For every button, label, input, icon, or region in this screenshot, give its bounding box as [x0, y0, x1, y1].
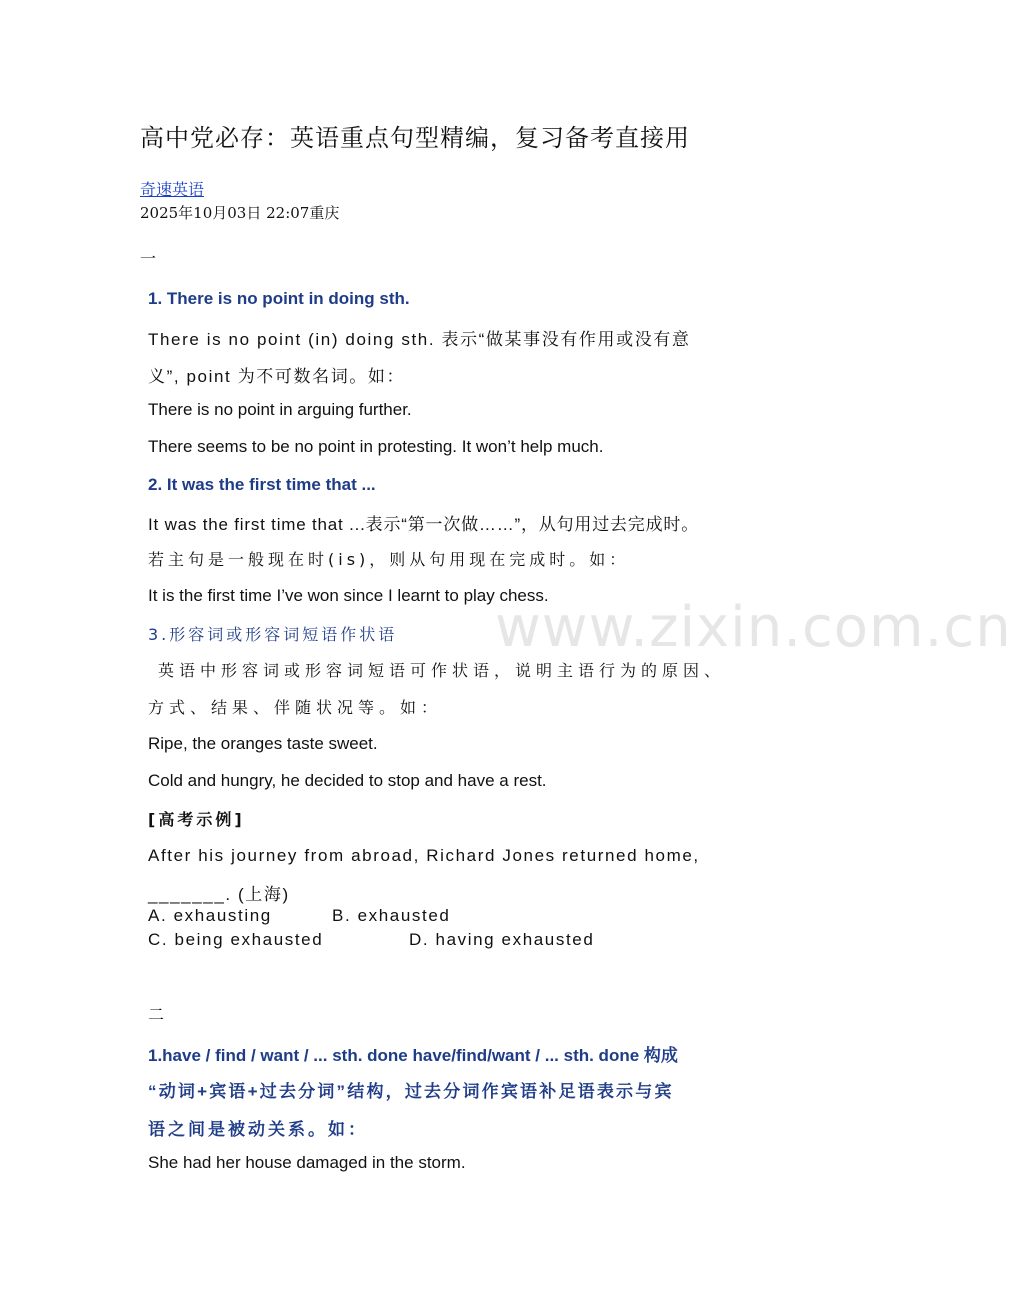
point1-example2: There seems to be no point in protesting. It won’t help much.	[148, 437, 604, 456]
exam-question-line2: _______. (上海)	[148, 885, 290, 904]
exam-example-label: [高考示例]	[148, 810, 245, 829]
point3-example1: Ripe, the oranges taste sweet.	[148, 734, 378, 753]
exam-question-line1: After his journey from abroad, Richard Jones returned home,	[148, 846, 700, 865]
point3-line1: 英语中形容词或形容词短语可作状语，说明主语行为的原因、	[158, 661, 726, 680]
point1-line2: 义”, point 为不可数名词。如：	[148, 367, 406, 386]
author-link[interactable]: 奇速英语	[140, 180, 205, 199]
point3-line2: 方式、结果、伴随状况等。如：	[148, 698, 443, 717]
point2-heading: 2. It was the first time that ...	[148, 475, 376, 494]
sec2-point1-heading-line2: “动词+宾语+过去分词”结构，过去分词作宾语补足语表示与宾	[148, 1082, 674, 1101]
exam-option-c: C. being exhausted	[148, 930, 324, 949]
section-marker-2: 二	[148, 1005, 165, 1024]
exam-option-b: B. exhausted	[332, 906, 451, 925]
point2-line2: 若主句是一般现在时(is)，则从句用现在完成时。如：	[148, 550, 630, 569]
sec2-point1-heading-line1: 1.have / find / want / ... sth. done have/find/want / ... sth. done 构成	[148, 1046, 678, 1065]
article-title: 高中党必存：英语重点句型精编，复习备考直接用	[140, 124, 690, 152]
point3-example2: Cold and hungry, he decided to stop and have a rest.	[148, 771, 547, 790]
point1-line1: There is no point (in) doing sth. 表示“做某事没有作用或没有意	[148, 330, 691, 349]
point2-line1: It was the first time that ...表示“第一次做……”，从句用过去完成时。	[148, 515, 699, 534]
section-marker-1: 一	[140, 249, 157, 268]
exam-option-d: D. having exhausted	[409, 930, 595, 949]
point3-heading: 3.形容词或形容词短语作状语	[148, 625, 398, 644]
sec2-point1-example1: She had her house damaged in the storm.	[148, 1153, 466, 1172]
point2-example1: It is the first time I’ve won since I learnt to play chess.	[148, 586, 549, 605]
exam-option-a: A. exhausting	[148, 906, 272, 925]
point1-example1: There is no point in arguing further.	[148, 400, 412, 419]
publish-date: 2025年10月03日 22:07重庆	[140, 204, 340, 222]
sec2-point1-heading-line3: 语之间是被动关系。如：	[148, 1120, 368, 1139]
watermark: www.zixin.com.cn	[495, 595, 1012, 660]
point1-heading: 1. There is no point in doing sth.	[148, 289, 410, 308]
